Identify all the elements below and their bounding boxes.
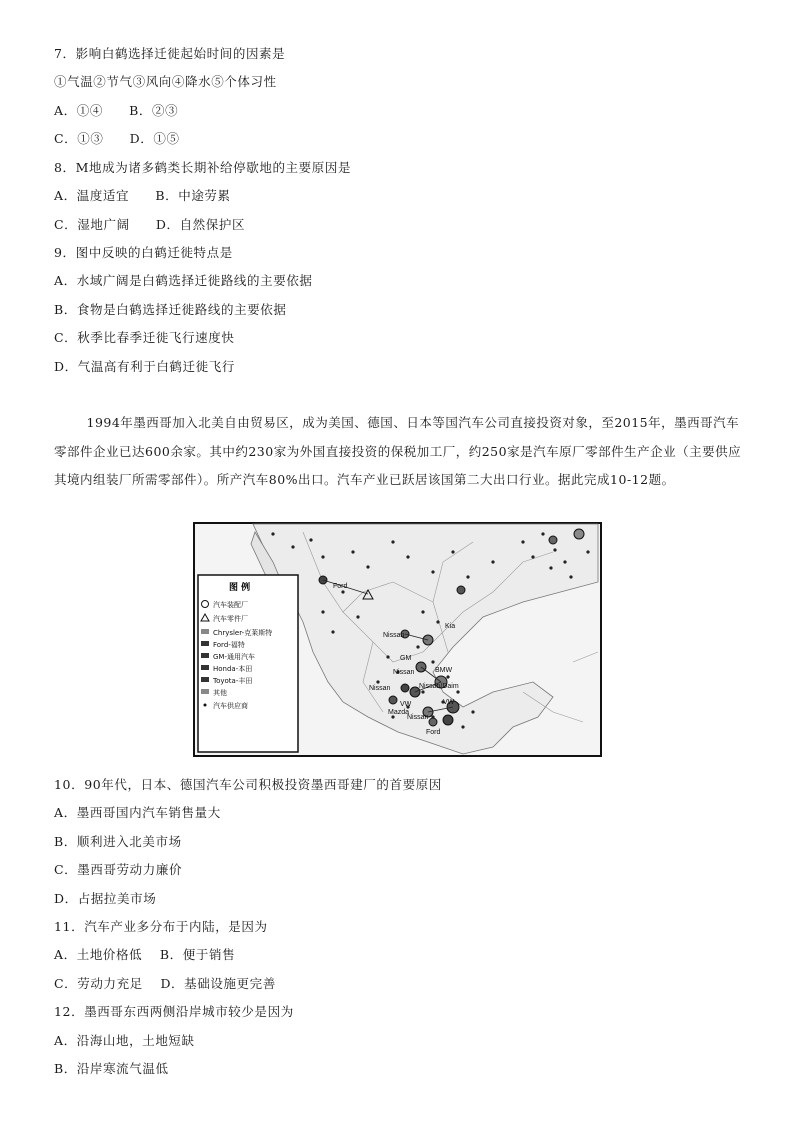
ford-swatch-icon — [201, 641, 209, 646]
passage — [54, 409, 744, 495]
label-gm: GM — [400, 655, 412, 662]
chrysler-swatch-icon — [201, 629, 209, 634]
q12-option-a: A．沿海山地，土地短缺 — [54, 1033, 195, 1048]
q10-option-c: C．墨西哥劳动力廉价 — [54, 862, 183, 877]
q7-factors: ①气温②节气③风向④降水⑤个体习性 — [54, 74, 277, 89]
q8-options-cd: C．湿地广阔 D．自然保护区 — [54, 217, 246, 232]
q7-options-ab: A．①④ B．②③ — [54, 103, 179, 118]
other-swatch-icon — [201, 689, 209, 694]
legend-item-assembly: 汽车装配厂 — [213, 601, 248, 609]
q9-stem: 9．图中反映的白鹤迁徙特点是 — [54, 245, 233, 260]
legend-item-ford: Ford-福特 — [213, 641, 245, 649]
q10-option-a: A．墨西哥国内汽车销售量大 — [54, 805, 221, 820]
label-kia: Kia — [445, 623, 456, 630]
q9-option-b: B．食物是白鹤选择迁徙路线的主要依据 — [54, 302, 287, 317]
passage-text: 1994年墨西哥加入北美自由贸易区，成为美国、德国、日本等国汽车公司直接投资对象，至2015年，墨西哥汽车零部件企业已达600余家。其中约230家为外国直接投资的保税加工厂，约250家是汽车原厂零部件生产企业（主要供应其境内组装厂所需零部件）。所产汽车80%出口。汽车产业已跃居该国第二大出口行业。据此完成10-12题。 — [54, 415, 742, 487]
q10-option-d: D．占据拉美市场 — [54, 891, 157, 906]
q8-stem: 8．M地成为诸多鹤类长期补给停歇地的主要原因是 — [54, 160, 352, 175]
label-nissan-daimler: Nissan/Daim — [419, 683, 459, 690]
legend-item-chrysler: Chrysler-克莱斯特 — [213, 629, 273, 637]
label-ford-north: Ford — [333, 583, 348, 590]
q11-options-cd: C．劳动力充足 D．基础设施更完善 — [54, 976, 276, 991]
q7-stem: 7．影响白鹤选择迁徙起始时间的因素是 — [54, 46, 286, 61]
gm-swatch-icon — [201, 653, 209, 658]
toyota-swatch-icon — [201, 677, 209, 682]
map-legend — [198, 575, 298, 752]
label-nissan-mid: Nissan — [393, 669, 415, 676]
label-vw-1: VW — [400, 701, 412, 708]
legend-item-parts: 汽车零件厂 — [213, 615, 248, 623]
q12-stem: 12．墨西哥东西两侧沿岸城市较少是因为 — [54, 1004, 294, 1019]
label-nissan-south: Nissan — [407, 714, 429, 721]
q11-stem: 11．汽车产业多分布于内陆，是因为 — [54, 919, 268, 934]
label-vw-2: VW — [443, 699, 455, 706]
label-nissan-west: Nissan — [369, 685, 391, 692]
supplier-dot-icon — [204, 704, 207, 707]
legend-item-supplier: 汽车供应商 — [213, 702, 248, 710]
q7-options-cd: C．①③ D．①⑤ — [54, 131, 180, 146]
q9-option-c: C．秋季比春季迁徙飞行速度快 — [54, 330, 235, 345]
q10-option-b: B．顺利进入北美市场 — [54, 834, 182, 849]
q10-stem: 10．90年代，日本、德国汽车公司积极投资墨西哥建厂的首要原因 — [54, 777, 442, 792]
mexico-auto-industry-map — [193, 522, 602, 757]
label-nissan-north: Nissan — [383, 632, 405, 639]
label-ford-south: Ford — [426, 729, 441, 736]
q9-option-a: A．水域广阔是白鹤选择迁徙路线的主要依据 — [54, 273, 313, 288]
legend-item-toyota: Toyota-丰田 — [213, 677, 253, 685]
legend-title: 图 例 — [229, 583, 251, 593]
label-mazda: Mazda — [388, 709, 410, 716]
q9-option-d: D．气温高有利于白鹤迁徙飞行 — [54, 359, 235, 374]
legend-item-other: 其他 — [213, 689, 227, 697]
honda-swatch-icon — [201, 665, 209, 670]
legend-item-honda: Honda-本田 — [213, 665, 253, 673]
legend-item-gm: GM-通用汽车 — [213, 653, 255, 661]
q11-options-ab: A．土地价格低 B．便于销售 — [54, 947, 236, 962]
q8-options-ab: A．温度适宜 B．中途劳累 — [54, 188, 231, 203]
label-bmw: BMW — [435, 667, 453, 674]
q12-option-b: B．沿岸寒流气温低 — [54, 1061, 169, 1076]
